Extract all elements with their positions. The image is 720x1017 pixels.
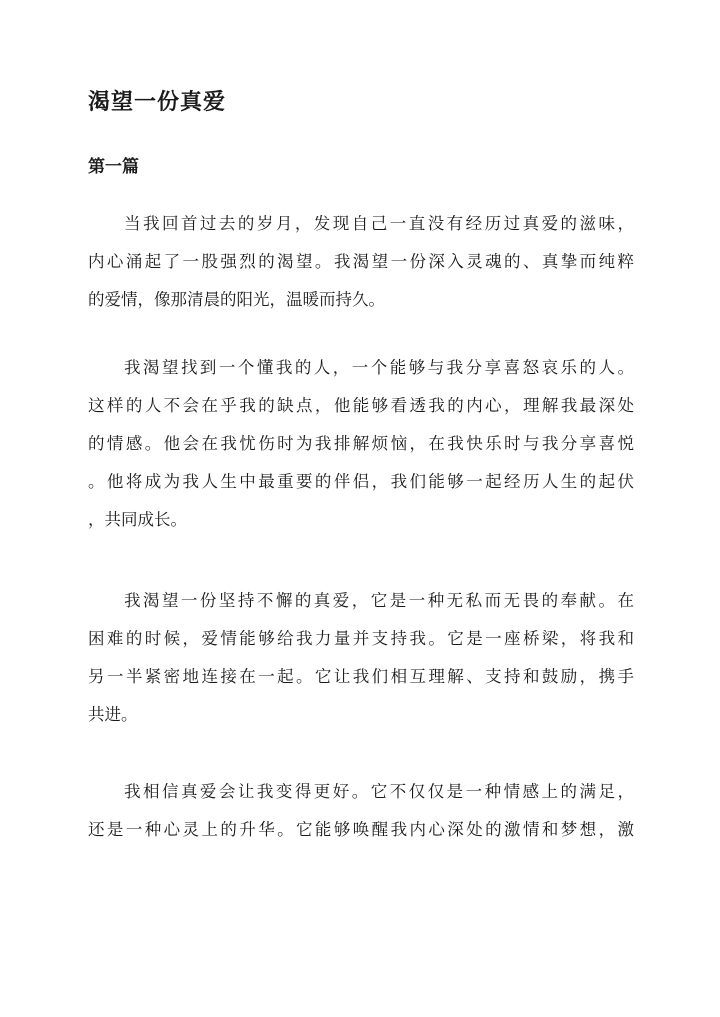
paragraph-line: 我渴望一份坚持不懈的真爱，它是一种无私而无畏的奉献。在 — [124, 591, 634, 610]
paragraph-line: 共进。 — [88, 705, 138, 724]
paragraph-line: 。他将成为我人生中最重要的伴侣，我们能够一起经历人生的起伏 — [88, 472, 634, 491]
paragraph-line: 我相信真爱会让我变得更好。它不仅仅是一种情感上的满足， — [124, 782, 634, 801]
paragraph-line: 还是一种心灵上的升华。它能够唤醒我内心深处的激情和梦想，激 — [88, 820, 634, 839]
paragraph-line: 内心涌起了一股强烈的渴望。我渴望一份深入灵魂的、真挚而纯粹 — [88, 252, 634, 271]
section-heading: 第一篇 — [88, 157, 139, 177]
document-title: 渴望一份真爱 — [88, 89, 227, 115]
paragraph-line: ，共同成长。 — [88, 510, 187, 529]
paragraph-line: 当我回首过去的岁月，发现自己一直没有经历过真爱的滋味， — [124, 214, 634, 233]
paragraph-4 — [88, 773, 634, 849]
paragraph-line: 另一半紧密地连接在一起。它让我们相互理解、支持和鼓励，携手 — [88, 667, 634, 686]
paragraph-line: 这样的人不会在乎我的缺点，他能够看透我的内心，理解我最深处 — [88, 396, 634, 415]
paragraph-line: 的爱情，像那清晨的阳光，温暖而持久。 — [88, 290, 385, 309]
paragraph-line: 困难的时候，爱情能够给我力量并支持我。它是一座桥梁，将我和 — [88, 629, 634, 648]
paragraph-line: 的情感。他会在我忧伤时为我排解烦恼，在我快乐时与我分享喜悦 — [88, 434, 634, 453]
paragraph-line: 我渴望找到一个懂我的人，一个能够与我分享喜怒哀乐的人。 — [124, 358, 634, 377]
paragraph-1 — [88, 205, 634, 319]
paragraph-2 — [88, 349, 634, 539]
paragraph-3 — [88, 582, 634, 734]
